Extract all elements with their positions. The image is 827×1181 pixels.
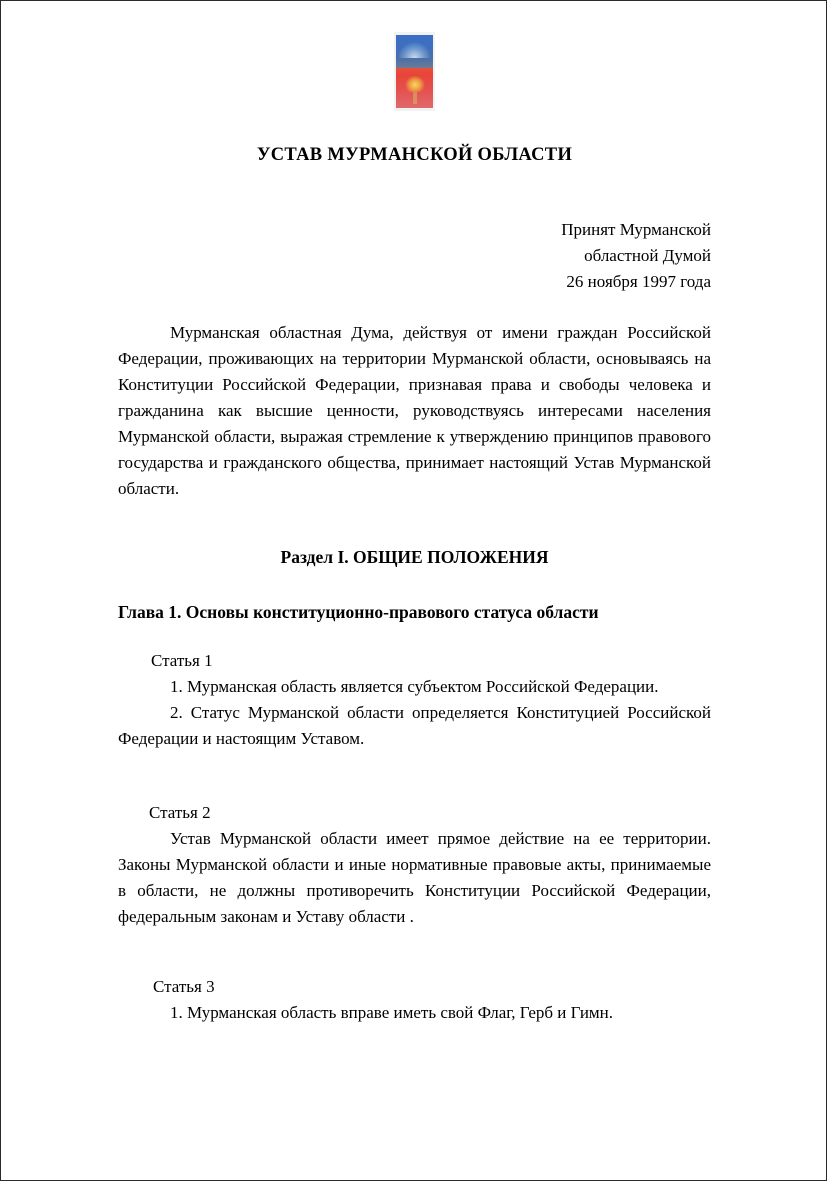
article-1-paragraph-2: 2. Статус Мурманской области определяется Конституцией Российской Федерации и настоящим Уставом. <box>118 703 711 748</box>
section-heading: Раздел I. ОБЩИЕ ПОЛОЖЕНИЯ <box>280 547 549 567</box>
article-3 <box>118 974 711 1026</box>
page-title: УСТАВ МУРМАНСКОЙ ОБЛАСТИ <box>256 145 573 165</box>
adoption-line-3: 26 ноября 1997 года <box>566 272 711 291</box>
article-2-paragraph-1: Устав Мурманской области имеет прямое действие на ее территории. Законы Мурманской области и иные нормативные правовые акты, принимаемые в области, не должны противоречить Конституции Российской Федерации, федеральным законам и Уставу области . <box>118 829 711 926</box>
article-2-label: Статья 2 <box>149 803 211 822</box>
article-3-label: Статья 3 <box>153 977 215 996</box>
article-2 <box>118 800 711 930</box>
preamble-paragraph: Мурманская областная Дума, действуя от имени граждан Российской Федерации, проживающих на территории Мурманской области, основываясь на Конституции Российской Федерации, признавая права и свободы человека и гражданина как высшие ценности, руководствуясь интересами населения Мурманской области, выражая стремление к утверждению принципов правового государства и гражданского общества, принимает настоящий Устав Мурманской области. <box>118 323 711 498</box>
coat-of-arms-icon <box>394 32 435 111</box>
adoption-line-1: Принят Мурманской <box>561 220 711 239</box>
chapter-heading: Глава 1. Основы конституционно-правового статуса области <box>118 602 599 622</box>
emblem-container <box>118 32 711 111</box>
adoption-line-2: областной Думой <box>584 246 711 265</box>
article-3-paragraph-1: 1. Мурманская область вправе иметь свой Флаг, Герб и Гимн. <box>170 1003 614 1022</box>
adoption-block <box>118 217 711 295</box>
article-1-paragraph-1: 1. Мурманская область является субъектом Российской Федерации. <box>170 677 659 696</box>
article-1 <box>118 648 711 752</box>
emblem-flame-icon <box>405 76 424 92</box>
emblem-stem-icon <box>413 92 417 104</box>
article-1-label: Статья 1 <box>151 651 213 670</box>
